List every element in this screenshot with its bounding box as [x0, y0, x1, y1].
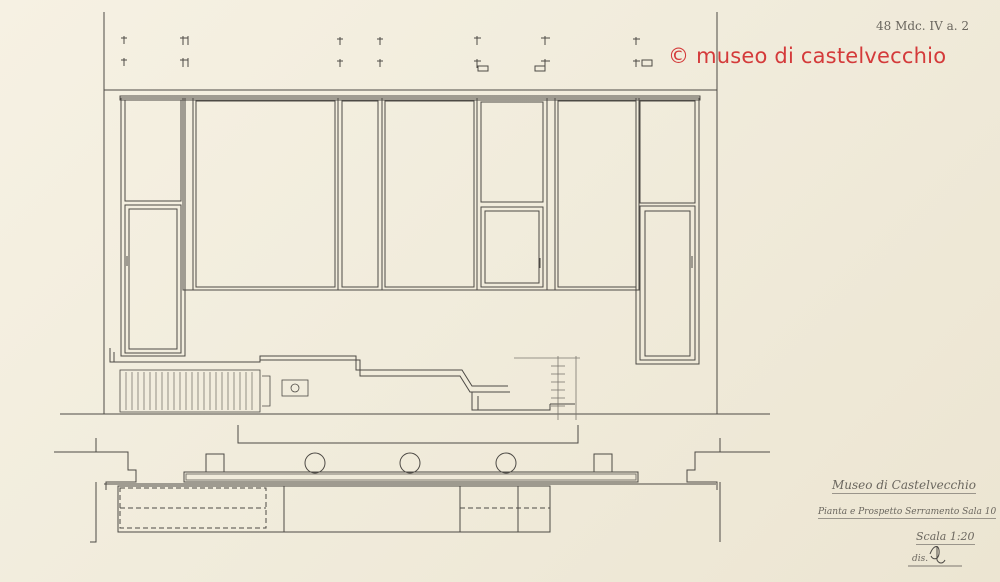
watermark: © museo di castelvecchio [668, 44, 947, 68]
title-block-subject: Pianta e Prospetto Serramento Sala 10 [818, 507, 997, 517]
title-block-scale: Scala 1:20 [916, 530, 975, 543]
title-block-museum: Museo di Castelvecchio [832, 478, 977, 492]
archive-code: 48 Mdc. IV a. 2 [876, 19, 970, 33]
section-markers [121, 36, 652, 71]
window-frame [120, 96, 700, 364]
elevation-outline [60, 12, 770, 414]
plan-view [54, 425, 770, 542]
title-block-drawn-by: dis. [912, 554, 929, 564]
radiator [120, 370, 270, 412]
outlet-box [282, 380, 308, 396]
